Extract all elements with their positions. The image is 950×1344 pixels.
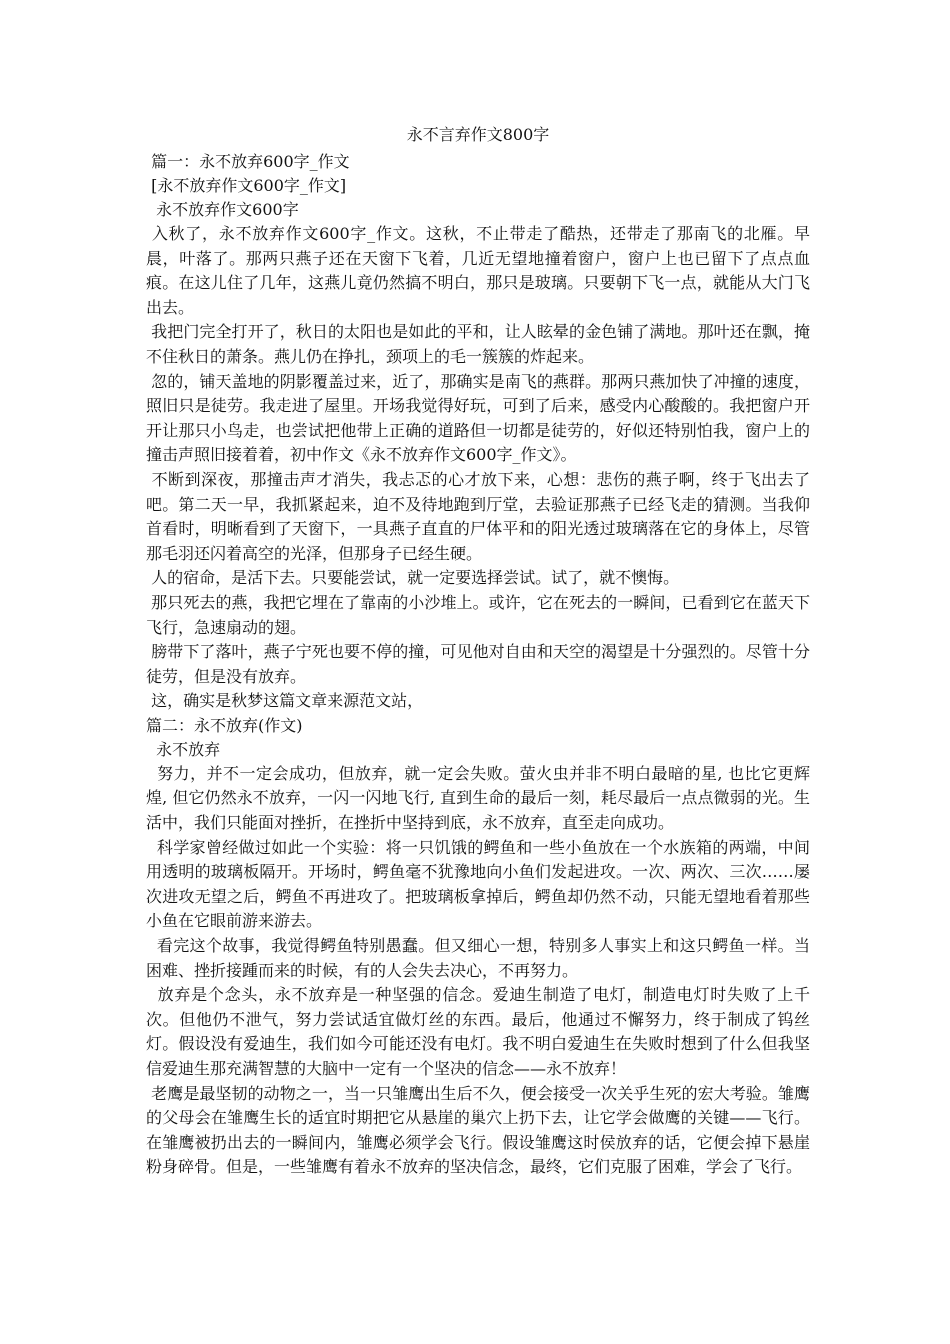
section1-subheading: [永不放弃作文600字_作文] [146, 176, 347, 195]
paragraph: 这，确实是秋梦这篇文章来源范文站， [146, 691, 424, 711]
paragraph: 不断到深夜，那撞击声才消失，我忐忑的心才放下来，心想：悲伤的燕子啊，终于飞出去了吧。第二天一早，我抓紧起来，迫不及待地跑到厅堂，去验证那燕子已经飞走的猜测。当我仰首看时，明晰看到了天窗下，一具燕子直直的尸体平和的阳光透过玻璃落在它的身体上，尽管那毛羽还闪着高空的光泽，但那身子已经生硬。 [146, 469, 810, 563]
paragraph: 入秋了，永不放弃作文600字_作文。这秋，不止带走了酷热，还带走了那南飞的北雁。早晨，叶落了。那两只燕子还在天窗下飞着，几近无望地撞着窗户，窗户上也已留下了点点血痕。在这儿住了几年，这燕儿竟仍然搞不明白，那只是玻璃。只要朝下飞一点，就能从大门飞出去。 [146, 224, 811, 317]
paragraph: 我把门完全打开了，秋日的太阳也是如此的平和，让人眩晕的金色铺了满地。那叶还在飘，掩不住秋日的萧条。燕儿仍在挣扎，颈项上的毛一簇簇的炸起来。 [146, 322, 810, 366]
section1-heading: 篇一：永不放弃600字_作文 [146, 152, 350, 171]
document-title: 永不言弃作文800字 [406, 125, 550, 144]
section1-subtitle: 永不放弃作文600字 [146, 200, 299, 219]
document-page [146, 123, 810, 1180]
section2-subtitle: 永不放弃 [146, 739, 221, 759]
paragraph: 努力，并不一定会成功，但放弃，就一定会失败。萤火虫并非不明白最暗的星, 也比它更辉煌, 但它仍然永不放弃，一闪一闪地飞行, 直到生命的最后一刻，耗尽最后一点点微弱的光。生活中，我们只能面对挫折，在挫折中坚持到底，永不放弃，直至走向成功。 [146, 763, 810, 833]
section2-heading: 篇二：永不放弃(作文) [146, 715, 303, 735]
paragraph: 那只死去的燕，我把它埋在了靠南的小沙堆上。或许，它在死去的一瞬间，已看到它在蓝天下飞行，急速扇动的翅。 [146, 592, 810, 637]
paragraph: 人的宿命，是活下去。只要能尝试，就一定要选择尝试。试了，就不懊悔。 [146, 568, 680, 588]
paragraph: 科学家曾经做过如此一个实验：将一只饥饿的鳄鱼和一些小鱼放在一个水族箱的两端，中间用透明的玻璃板隔开。开场时，鳄鱼毫不犹豫地向小鱼们发起进攻。一次、两次、三次……屡次进攻无望之后，鳄鱼不再进攻了。把玻璃板拿掉后，鳄鱼却仍然不动，只能无望地看着那些小鱼在它眼前游来游去。 [146, 837, 810, 931]
paragraph: 老鹰是最坚韧的动物之一，当一只雏鹰出生后不久，便会接受一次关乎生死的宏大考验。雏鹰的父母会在雏鹰生长的适宜时期把它从悬崖的巢穴上扔下去，让它学会做鹰的关键——飞行。在雏鹰被扔出去的一瞬间内，雏鹰必须学会飞行。假设雏鹰这时侯放弃的话，它便会掉下悬崖粉身碎骨。但是，一些雏鹰有着永不放弃的坚决信念，最终，它们克服了困难，学会了飞行。 [146, 1083, 810, 1177]
paragraph: 放弃是个念头，永不放弃是一种坚强的信念。爱迪生制造了电灯，制造电灯时失败了上千次。但他仍不泄气，努力尝试适宜做灯丝的东西。最后，他通过不懈努力，终于制成了钨丝灯。假设没有爱迪生，我们如今可能还没有电灯。我不明白爱迪生在失败时想到了什么但我坚信爱迪生那充满智慧的大脑中一定有一个坚决的信念——永不放弃！ [146, 985, 810, 1078]
paragraph: 膀带下了落叶，燕子宁死也要不停的撞，可见他对自由和天空的渴望是十分强烈的。尽管十分徒劳，但是没有放弃。 [146, 642, 810, 686]
paragraph: 看完这个故事，我觉得鳄鱼特别愚蠢。但又细心一想，特别多人事实上和这只鳄鱼一样。当困难、挫折接踵而来的时候，有的人会失去决心，不再努力。 [146, 936, 810, 980]
paragraph: 忽的，铺天盖地的阴影覆盖过来，近了，那确实是南飞的燕群。那两只燕加快了冲撞的速度，照旧只是徒劳。我走进了屋里。开场我觉得好玩，可到了后来，感受内心酸酸的。我把窗户开开让那只小鸟走，也尝试把他带上正确的道路但一切都是徒劳的，好似还特别怕我，窗户上的撞击声照旧接着着，初中作文《永不放弃作文600字_作文》。 [146, 371, 810, 465]
